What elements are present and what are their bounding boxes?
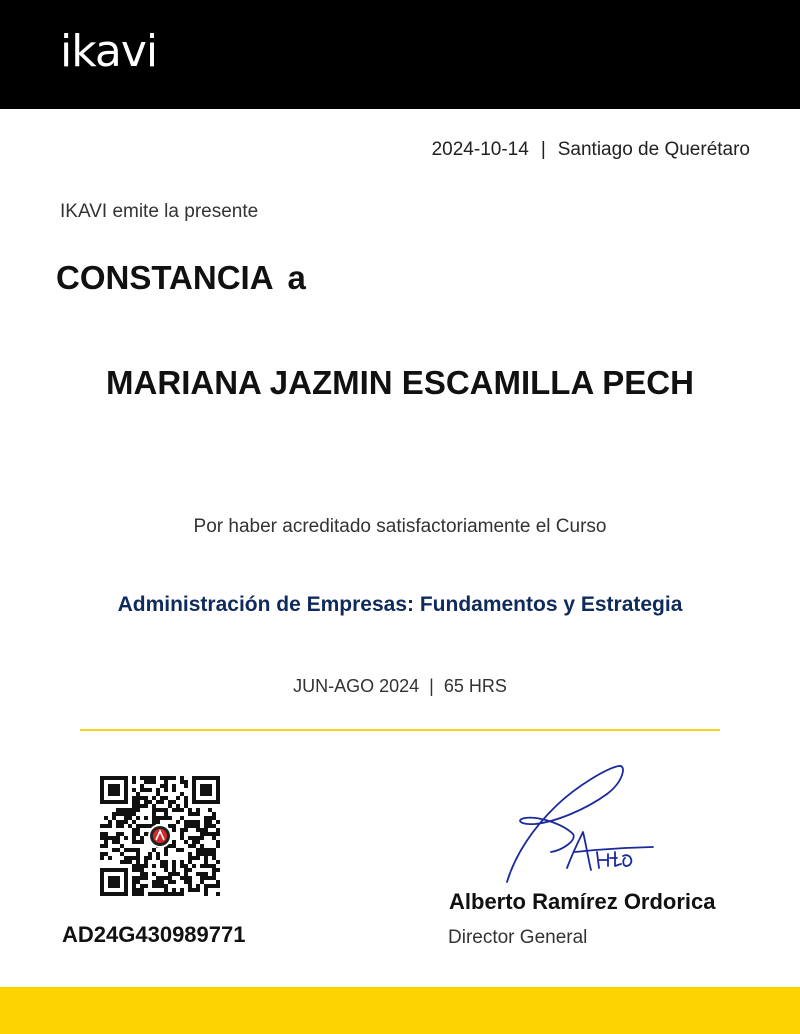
separator: |	[429, 676, 434, 696]
issue-place: Santiago de Querétaro	[557, 139, 750, 160]
course-hours: 65 HRS	[443, 676, 507, 696]
signature-image	[495, 760, 665, 890]
header-bar	[0, 0, 800, 109]
recipient-name: MARIANA JAZMIN ESCAMILLA PECH	[106, 364, 694, 401]
footer-bar	[0, 987, 800, 1034]
signatory-name: Alberto Ramírez Ordorica	[449, 889, 716, 914]
issue-date: 2024-10-14	[431, 139, 529, 160]
course-title: Administración de Empresas: Fundamentos y Estrategia	[117, 593, 683, 616]
separator: |	[540, 139, 546, 160]
ikavi-logo: ikavi	[60, 26, 158, 77]
heading-title: CONSTANCIA	[56, 259, 274, 296]
course-months: JUN-AGO 2024	[293, 676, 420, 696]
certificate-heading	[56, 259, 306, 297]
reason-text: Por haber acreditado satisfactoriamente el Curso	[193, 516, 607, 537]
verification-code: AD24G430989771	[62, 922, 246, 947]
course-period	[0, 676, 800, 697]
signatory-role: Director General	[448, 927, 588, 948]
divider-line	[80, 729, 720, 731]
heading-connector: a	[287, 259, 306, 296]
date-location	[432, 139, 750, 161]
intro-text: IKAVI emite la presente	[60, 201, 259, 222]
qr-code-icon	[100, 776, 220, 896]
